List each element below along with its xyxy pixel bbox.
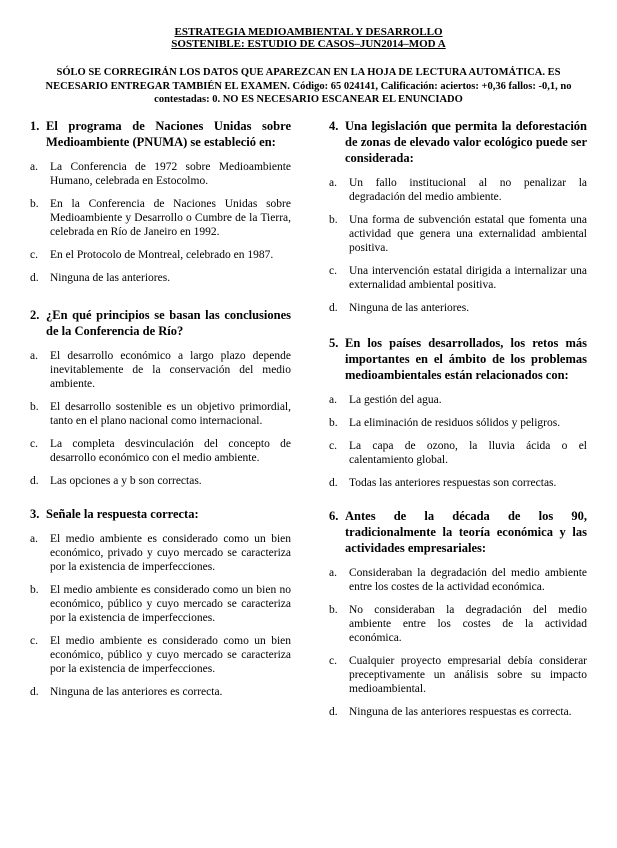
option-text: Ninguna de las anteriores es correcta. — [50, 686, 223, 698]
option-text: El medio ambiente es considerado como un bien no económico, público y cuyo mercado se caracteriza por la existencia de imperfecciones. — [50, 584, 291, 624]
option-letter: d. — [30, 686, 39, 698]
question-4-options — [329, 176, 587, 315]
option-a — [30, 160, 291, 188]
option-c — [30, 437, 291, 465]
question-2-heading — [30, 307, 291, 339]
option-text: La gestión del agua. — [349, 394, 442, 406]
question-number: 6. — [329, 509, 339, 523]
option-text: La capa de ozono, la lluvia ácida o el calentamiento global. — [349, 440, 587, 466]
option-text: La eliminación de residuos sólidos y peligros. — [349, 417, 561, 429]
question-number: 4. — [329, 119, 339, 133]
question-4-heading — [329, 118, 587, 166]
question-number: 5. — [329, 336, 339, 350]
option-letter: c. — [329, 265, 337, 277]
option-b — [30, 400, 291, 428]
option-b — [329, 213, 587, 255]
option-b — [30, 197, 291, 239]
option-c — [30, 248, 291, 262]
option-letter: a. — [329, 394, 337, 406]
exam-instructions: SÓLO SE CORREGIRÁN LOS DATOS QUE APAREZCAN EN LA HOJA DE LECTURA AUTOMÁTICA. ES NECESARIO ENTREGAR TAMBIÉN EL EXAMEN. Código: 65 024141, Calificación: aciertos: +0,36 fallos: -0,1, no contestadas: 0. NO ES NECESARIO ESCANEAR EL ENUNCIADO — [45, 67, 572, 105]
option-c — [30, 634, 291, 676]
question-6 — [329, 508, 587, 719]
question-6-heading — [329, 508, 587, 556]
question-text: Una legislación que permita la deforestación de zonas de elevado valor ecológico puede ser considerada: — [345, 119, 587, 165]
exam-title-line2: SOSTENIBLE: ESTUDIO DE CASOS–JUN2014–MOD A — [171, 38, 446, 50]
option-d — [30, 474, 291, 488]
question-number: 3. — [30, 507, 40, 521]
option-letter: b. — [30, 198, 39, 210]
option-letter: b. — [30, 584, 39, 596]
question-2-options — [30, 349, 291, 488]
option-d — [329, 476, 587, 490]
left-column — [30, 118, 291, 708]
option-text: En la Conferencia de Naciones Unidas sobre Medioambiente y Desarrollo o Cumbre de la Tierra, celebrada en Río de Janeiro en 1992. — [50, 198, 291, 238]
option-a — [329, 176, 587, 204]
option-letter: c. — [329, 655, 337, 667]
option-text: El desarrollo sostenible es un objetivo primordial, tanto en el plano nacional como internacional. — [50, 401, 291, 427]
question-5-options — [329, 393, 587, 490]
option-letter: a. — [30, 533, 38, 545]
option-text: El desarrollo económico a largo plazo depende inevitablemente de la conservación del medio ambiente. — [50, 350, 291, 390]
option-letter: b. — [329, 417, 338, 429]
option-text: Cualquier proyecto empresarial debía considerar preceptivamente un análisis sobre su impacto medioambiental. — [349, 655, 587, 695]
option-text: En el Protocolo de Montreal, celebrado en 1987. — [50, 249, 274, 261]
option-letter: c. — [30, 438, 38, 450]
option-c — [329, 439, 587, 467]
option-c — [329, 264, 587, 292]
question-number: 1. — [30, 119, 40, 133]
option-text: Una forma de subvención estatal que fomenta una actividad que genera una externalidad ambiental positiva. — [349, 214, 587, 254]
question-1-options — [30, 160, 291, 285]
option-a — [30, 532, 291, 574]
question-5-heading — [329, 335, 587, 383]
question-text: Señale la respuesta correcta: — [46, 507, 199, 521]
option-letter: a. — [329, 177, 337, 189]
exam-title-line1: ESTRATEGIA MEDIOAMBIENTAL Y DESARROLLO — [174, 26, 443, 38]
option-letter: d. — [329, 302, 338, 314]
option-b — [329, 603, 587, 645]
question-5 — [329, 335, 587, 490]
option-letter: a. — [30, 350, 38, 362]
question-text: ¿En qué principios se basan las conclusiones de la Conferencia de Río? — [46, 308, 291, 338]
option-b — [329, 416, 587, 430]
option-a — [329, 566, 587, 594]
question-3-options — [30, 532, 291, 699]
option-letter: c. — [30, 249, 38, 261]
option-letter: d. — [30, 475, 39, 487]
question-3 — [30, 506, 291, 699]
option-text: Ninguna de las anteriores. — [349, 302, 470, 314]
option-letter: d. — [30, 272, 39, 284]
option-d — [30, 271, 291, 285]
option-a — [329, 393, 587, 407]
option-letter: a. — [30, 161, 38, 173]
option-b — [30, 583, 291, 625]
option-letter: c. — [30, 635, 38, 647]
option-letter: a. — [329, 567, 337, 579]
option-text: Un fallo institucional al no penalizar la degradación del medio ambiente. — [349, 177, 587, 203]
question-1 — [30, 118, 291, 285]
option-d — [329, 301, 587, 315]
option-d — [329, 705, 587, 719]
question-number: 2. — [30, 308, 40, 322]
right-column — [329, 118, 587, 728]
option-letter: b. — [329, 604, 338, 616]
question-text: En los países desarrollados, los retos más importantes en el ámbito de los problemas medioambientales están relacionados con: — [345, 336, 587, 382]
exam-title — [0, 26, 617, 50]
option-text: El medio ambiente es considerado como un bien económico, privado y cuyo mercado se caracteriza por la existencia de imperfecciones. — [50, 533, 291, 573]
question-text: Antes de la década de los 90, tradicionalmente la teoría económica y las actividades empresariales: — [345, 509, 587, 555]
option-text: Ninguna de las anteriores respuestas es correcta. — [349, 706, 572, 718]
question-6-options — [329, 566, 587, 719]
option-c — [329, 654, 587, 696]
option-letter: d. — [329, 706, 338, 718]
option-letter: c. — [329, 440, 337, 452]
option-a — [30, 349, 291, 391]
option-text: Ninguna de las anteriores. — [50, 272, 171, 284]
option-text: La Conferencia de 1972 sobre Medioambiente Humano, celebrada en Estocolmo. — [50, 161, 291, 187]
option-text: Consideraban la degradación del medio ambiente entre los costes de la actividad económica. — [349, 567, 587, 593]
option-text: Las opciones a y b son correctas. — [50, 475, 202, 487]
question-1-heading — [30, 118, 291, 150]
question-4 — [329, 118, 587, 315]
option-letter: b. — [329, 214, 338, 226]
option-text: Todas las anteriores respuestas son correctas. — [349, 477, 557, 489]
question-3-heading — [30, 506, 291, 522]
option-text: La completa desvinculación del concepto de desarrollo económico con el medio ambiente. — [50, 438, 291, 464]
option-letter: d. — [329, 477, 338, 489]
option-text: Una intervención estatal dirigida a internalizar una externalidad ambiental positiva. — [349, 265, 587, 291]
option-text: El medio ambiente es considerado como un bien económico, público y cuyo mercado se caracteriza por la existencia de imperfecciones. — [50, 635, 291, 675]
option-d — [30, 685, 291, 699]
option-text: No consideraban la degradación del medio ambiente entre los costes de la actividad económica. — [349, 604, 587, 644]
option-letter: b. — [30, 401, 39, 413]
question-2 — [30, 307, 291, 488]
question-text: El programa de Naciones Unidas sobre Medioambiente (PNUMA) se estableció en: — [46, 119, 291, 149]
